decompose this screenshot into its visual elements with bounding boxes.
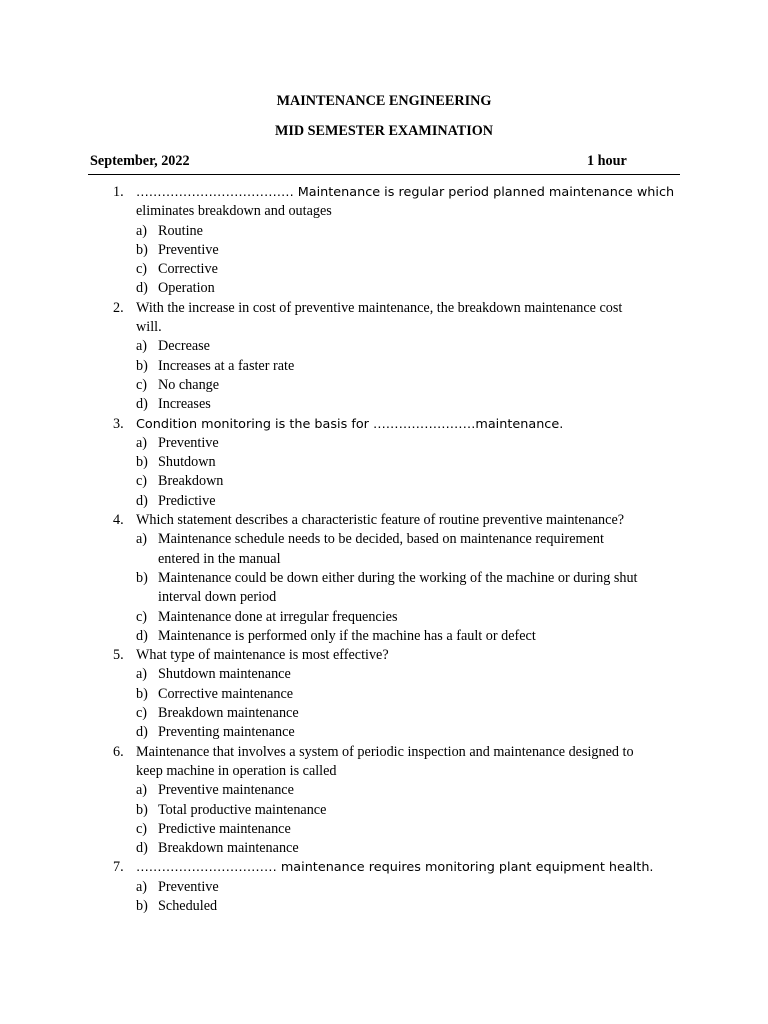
question-number: 2. bbox=[113, 299, 124, 316]
option-label: a) bbox=[136, 782, 148, 799]
option-text: Maintenance is performed only if the machine has a fault or defect bbox=[158, 627, 536, 644]
option-text: Maintenance could be down either during the working of the machine or during shut bbox=[158, 569, 638, 586]
question-text: will. bbox=[136, 319, 162, 336]
answer-option bbox=[0, 665, 768, 684]
question-number: 4. bbox=[113, 512, 124, 529]
answer-option bbox=[0, 472, 768, 491]
answer-option bbox=[0, 337, 768, 356]
answer-option bbox=[0, 395, 768, 414]
exam-date: September, 2022 bbox=[90, 153, 190, 169]
option-label: d) bbox=[136, 280, 148, 297]
answer-option bbox=[0, 627, 768, 646]
answer-option-continuation bbox=[0, 588, 768, 607]
answer-option bbox=[0, 608, 768, 627]
option-text: Corrective maintenance bbox=[158, 685, 294, 702]
question-4 bbox=[0, 511, 768, 646]
option-text: Breakdown maintenance bbox=[158, 840, 299, 857]
question-text: What type of maintenance is most effective? bbox=[136, 647, 389, 664]
answer-option bbox=[0, 492, 768, 511]
question-text: keep machine in operation is called bbox=[136, 762, 337, 779]
option-label: d) bbox=[136, 627, 148, 644]
answer-option bbox=[0, 839, 768, 858]
option-label: d) bbox=[136, 840, 148, 857]
option-text: Preventive bbox=[158, 878, 219, 895]
question-2 bbox=[0, 299, 768, 415]
option-text-continuation: entered in the manual bbox=[158, 550, 281, 567]
option-label: b) bbox=[136, 454, 148, 471]
course-title: MAINTENANCE ENGINEERING bbox=[276, 93, 492, 109]
question-line bbox=[0, 299, 768, 318]
option-label: d) bbox=[136, 492, 148, 509]
answer-option bbox=[0, 241, 768, 260]
question-text: With the increase in cost of preventive maintenance, the breakdown maintenance cost bbox=[136, 299, 623, 316]
option-label: b) bbox=[136, 357, 148, 374]
question-text: ………………………………. Maintenance is regular period planned maintenance which bbox=[136, 185, 675, 200]
option-text: Decrease bbox=[158, 338, 210, 355]
question-line bbox=[0, 858, 768, 877]
option-text: Predictive bbox=[158, 492, 216, 509]
option-label: a) bbox=[136, 878, 148, 895]
option-text: Scheduled bbox=[158, 897, 218, 914]
option-text: Corrective bbox=[158, 261, 218, 278]
answer-option-continuation bbox=[0, 550, 768, 569]
question-line bbox=[0, 202, 768, 221]
question-text: …………………………… maintenance requires monitoring plant equipment health. bbox=[136, 860, 654, 876]
option-label: c) bbox=[136, 608, 148, 625]
option-label: b) bbox=[136, 685, 148, 702]
option-text: Operation bbox=[158, 280, 215, 297]
option-text: Predictive maintenance bbox=[158, 820, 291, 837]
question-text: eliminates breakdown and outages bbox=[136, 203, 332, 220]
question-number: 7. bbox=[113, 859, 124, 876]
option-label: c) bbox=[136, 473, 148, 490]
answer-option bbox=[0, 685, 768, 704]
option-text: Shutdown maintenance bbox=[158, 666, 291, 683]
answer-option bbox=[0, 878, 768, 897]
header-divider bbox=[88, 174, 680, 175]
option-label: c) bbox=[136, 376, 148, 393]
answer-option bbox=[0, 820, 768, 839]
question-text: Condition monitoring is the basis for ……………………maintenance. bbox=[136, 416, 564, 432]
question-number: 5. bbox=[113, 647, 124, 664]
option-label: a) bbox=[136, 531, 148, 548]
option-text: Breakdown bbox=[158, 473, 224, 490]
answer-option bbox=[0, 357, 768, 376]
question-3 bbox=[0, 415, 768, 511]
answer-option bbox=[0, 434, 768, 453]
question-line bbox=[0, 511, 768, 530]
option-label: c) bbox=[136, 705, 148, 722]
option-text: Maintenance done at irregular frequencies bbox=[158, 608, 398, 625]
answer-option bbox=[0, 279, 768, 298]
question-7 bbox=[0, 858, 768, 916]
option-text: Increases at a faster rate bbox=[158, 357, 295, 374]
option-text: Increases bbox=[158, 396, 211, 413]
question-1 bbox=[0, 183, 768, 299]
option-text: Total productive maintenance bbox=[158, 801, 327, 818]
option-label: b) bbox=[136, 569, 148, 586]
question-line bbox=[0, 183, 768, 202]
option-text-continuation: interval down period bbox=[158, 589, 277, 606]
question-line bbox=[0, 646, 768, 665]
option-label: d) bbox=[136, 724, 148, 741]
answer-option bbox=[0, 781, 768, 800]
exam-title: MID SEMESTER EXAMINATION bbox=[274, 123, 494, 139]
option-text: Preventive bbox=[158, 241, 219, 258]
option-label: c) bbox=[136, 261, 148, 278]
option-text: Maintenance schedule needs to be decided, based on maintenance requirement bbox=[158, 531, 604, 548]
option-text: No change bbox=[158, 376, 220, 393]
answer-option bbox=[0, 897, 768, 916]
question-line bbox=[0, 318, 768, 337]
question-line bbox=[0, 743, 768, 762]
option-text: Breakdown maintenance bbox=[158, 705, 299, 722]
answer-option bbox=[0, 530, 768, 549]
answer-option bbox=[0, 222, 768, 241]
answer-option bbox=[0, 704, 768, 723]
option-text: Preventive bbox=[158, 434, 219, 451]
option-label: a) bbox=[136, 666, 148, 683]
answer-option bbox=[0, 723, 768, 742]
question-line bbox=[0, 415, 768, 434]
answer-option bbox=[0, 376, 768, 395]
option-label: a) bbox=[136, 434, 148, 451]
question-line bbox=[0, 762, 768, 781]
option-text: Routine bbox=[158, 222, 203, 239]
question-number: 1. bbox=[113, 184, 124, 200]
question-list bbox=[0, 183, 768, 916]
option-text: Preventive maintenance bbox=[158, 782, 294, 799]
option-label: b) bbox=[136, 801, 148, 818]
option-label: b) bbox=[136, 241, 148, 258]
question-text: Which statement describes a characteristic feature of routine preventive maintenance? bbox=[136, 512, 625, 529]
exam-duration: 1 hour bbox=[587, 153, 627, 169]
option-label: a) bbox=[136, 338, 148, 355]
option-label: c) bbox=[136, 820, 148, 837]
question-5 bbox=[0, 646, 768, 742]
question-text: Maintenance that involves a system of periodic inspection and maintenance designed to bbox=[136, 743, 634, 760]
answer-option bbox=[0, 260, 768, 279]
question-number: 3. bbox=[113, 415, 124, 432]
question-number: 6. bbox=[113, 743, 124, 760]
question-6 bbox=[0, 743, 768, 859]
option-text: Preventing maintenance bbox=[158, 724, 295, 741]
option-label: b) bbox=[136, 897, 148, 914]
answer-option bbox=[0, 453, 768, 472]
answer-option bbox=[0, 569, 768, 588]
option-label: a) bbox=[136, 222, 148, 239]
answer-option bbox=[0, 801, 768, 820]
option-text: Shutdown bbox=[158, 454, 216, 471]
option-label: d) bbox=[136, 396, 148, 413]
